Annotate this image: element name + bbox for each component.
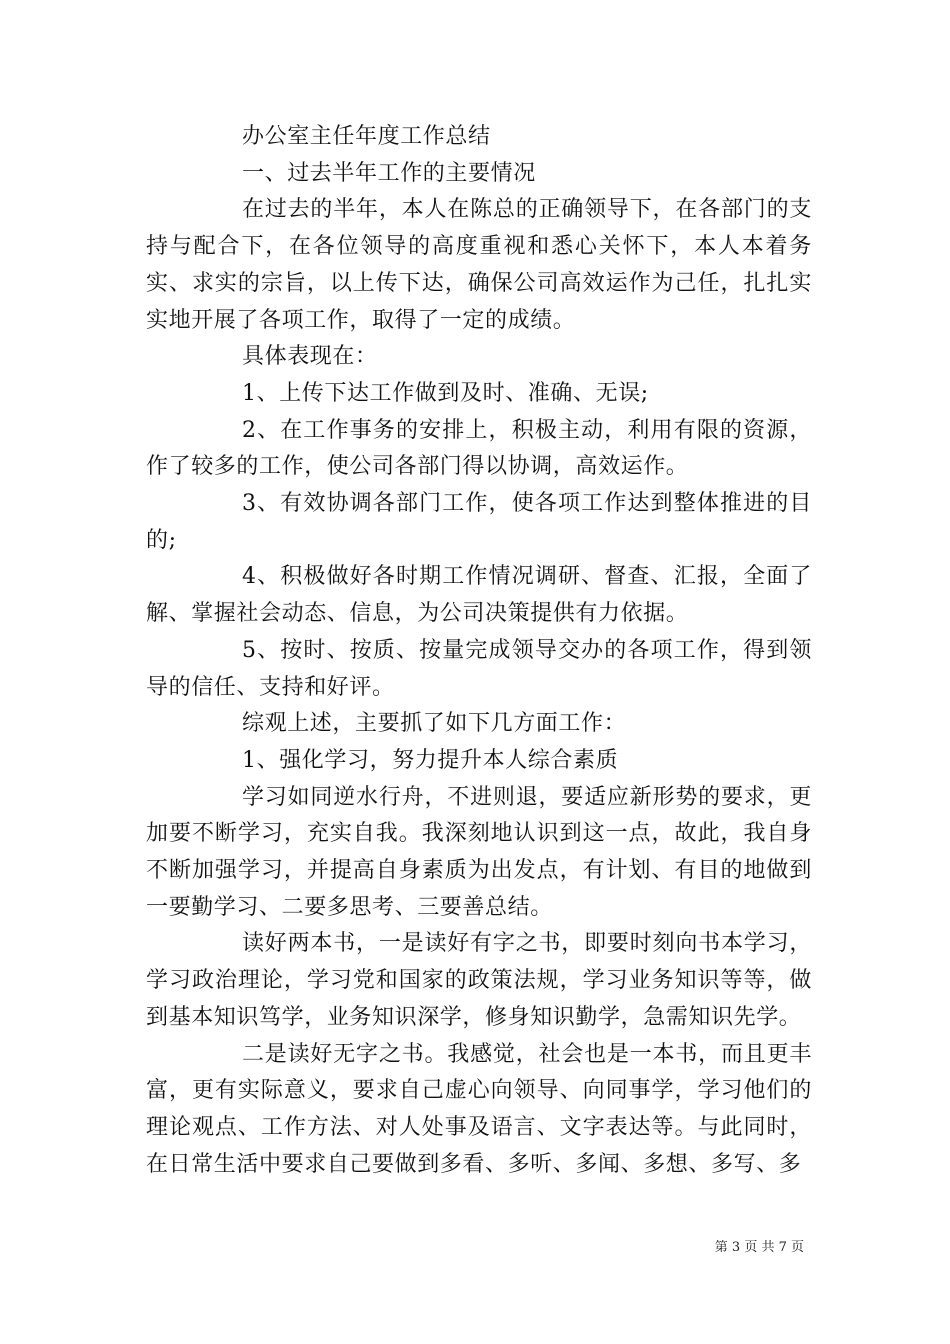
- list-item: 5、按时、按质、按量完成领导交办的各项工作，得到领导的信任、支持和好评。: [146, 637, 812, 700]
- list-item: 4、积极做好各时期工作情况调研、督查、汇报，全面了解、掌握社会动态、信息，为公司决策提供有力依据。: [146, 564, 812, 627]
- paragraph: 二是读好无字之书。我感觉，社会也是一本书，而且更丰富，更有实际意义，要求自己虚心向领导、向同事学，学习他们的理论观点、工作方法、对人处事及语言、文字表达等。与此同时，在日常生活中要求自己要做到多看、多听、多闻、多想、多写、多: [146, 1041, 812, 1177]
- subsection-heading: 1、强化学习，努力提升本人综合素质: [242, 747, 619, 773]
- section-heading: 一、过去半年工作的主要情况: [242, 160, 536, 186]
- paragraph: 读好两本书，一是读好有字之书，即要时刻向书本学习，学习政治理论，学习党和国家的政策法规，学习业务知识等等，做到基本知识笃学，业务知识深学，修身知识勤学，急需知识先学。: [146, 931, 812, 1030]
- paragraph: 具体表现在：: [242, 344, 378, 370]
- document-title: 办公室主任年度工作总结: [242, 124, 491, 149]
- paragraph: 学习如同逆水行舟，不进则退，要适应新形势的要求，更加要不断学习，充实自我。我深刻地认识到这一点，故此，我自身不断加强学习，并提高自身素质为出发点，有计划、有目的地做到一要勤学习、二要多思考、三要善总结。: [146, 784, 812, 920]
- paragraph: 在过去的半年，本人在陈总的正确领导下，在各部门的支持与配合下，在各位领导的高度重视和悉心关怀下，本人本着务实、求实的宗旨，以上传下达，确保公司高效运作为己任，扎扎实实地开展了各项工作，取得了一定的成绩。: [146, 197, 812, 333]
- list-item: 3、有效协调各部门工作，使各项工作达到整体推进的目的;: [146, 491, 812, 553]
- page-number-footer: 第 3 页 共 7 页: [714, 1240, 804, 1255]
- list-item: 1、上传下达工作做到及时、准确、无误;: [242, 380, 649, 406]
- list-item: 2、在工作事务的安排上，积极主动，利用有限的资源，作了较多的工作，使公司各部门得以协调，高效运作。: [146, 417, 812, 480]
- document-body: [146, 119, 812, 1183]
- paragraph: 综观上述，主要抓了如下几方面工作：: [242, 711, 627, 737]
